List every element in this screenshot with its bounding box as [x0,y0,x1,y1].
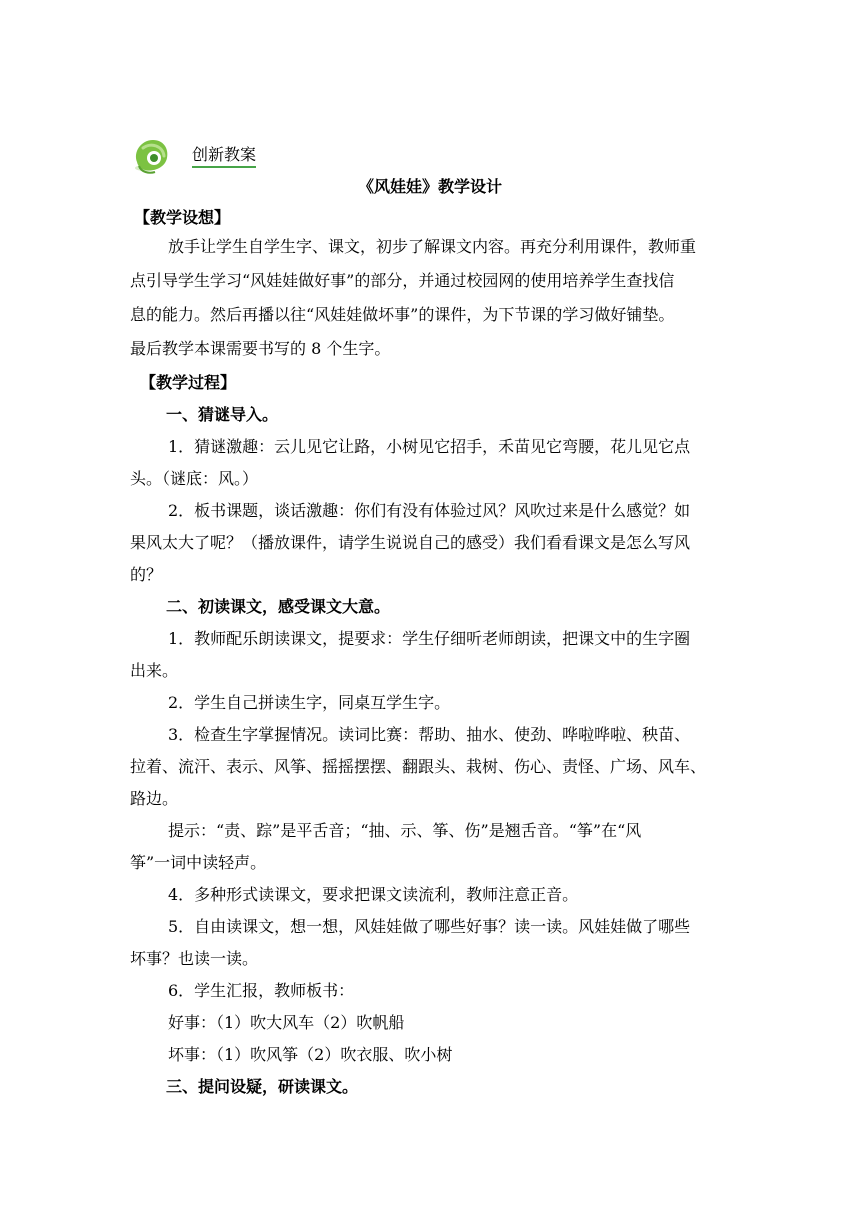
paragraph-line: 坏事？也读一读。 [130,949,259,968]
paragraph-line: 点引导学生学习“风娃娃做好事”的部分，并通过校园网的使用培养学生查找信 [130,271,675,290]
paragraph-line: 筝”一词中读轻声。 [130,853,267,872]
paragraph-line: 头。（谜底：风。） [130,469,259,488]
paragraph-line: 出来。 [130,661,179,680]
paragraph-line: 息的能力。然后再播以往“风娃娃做坏事”的课件，为下节课的学习做好铺垫。 [130,305,675,324]
logo [131,136,173,176]
paragraph-line: 6．学生汇报，教师板书： [168,981,355,1000]
paragraph-line: 1．猜谜激趣：云儿见它让路，小树见它招手，禾苗见它弯腰，花儿见它点 [168,437,691,456]
paragraph-line: 好事：（1）吹大风车（2）吹帆船 [168,1013,405,1032]
leaf-logo-icon [131,136,173,176]
subheading-first-reading: 二、初读课文，感受课文大意。 [166,597,391,616]
paragraph-line: 1．教师配乐朗读课文，提要求：学生仔细听老师朗读，把课文中的生字圈 [168,629,691,648]
paragraph-line: 最后教学本课需要书写的 8 个生字。 [130,339,391,358]
paragraph-line: 路边。 [130,789,179,808]
paragraph-line: 4．多种形式读课文，要求把课文读流利，教师注意正音。 [168,885,579,904]
paragraph-line: 3．检查生字掌握情况。读词比赛：帮助、抽水、使劲、哗啦哗啦、秧苗、 [168,725,691,744]
paragraph-line: 2．学生自己拼读生字，同桌互学生字。 [168,693,451,712]
paragraph-line: 放手让学生自学生字、课文，初步了解课文内容。再充分利用课件，教师重 [168,237,697,256]
paragraph-line: 5．自由读课文，想一想，风娃娃做了哪些好事？读一读。风娃娃做了哪些 [168,917,691,936]
paragraph-line: 果风太大了呢？（播放课件，请学生说说自己的感受）我们看看课文是怎么写风 [130,533,691,552]
paragraph-line: 拉着、流汗、表示、风筝、摇摇摆摆、翻跟头、栽树、伤心、责怪、广场、风车、 [130,757,707,776]
subheading-riddle-intro: 一、猜谜导入。 [166,405,279,424]
paragraph-line: 2．板书课题，谈话激趣：你们有没有体验过风？风吹过来是什么感觉？如 [168,501,691,520]
document-title: 《风娃娃》教学设计 [357,177,502,196]
paragraph-line: 的？ [130,565,163,584]
document-body [130,206,730,1108]
section-heading-process: 【教学过程】 [140,373,237,392]
subheading-questioning: 三、提问设疑，研读课文。 [166,1077,359,1096]
paragraph-line: 坏事：（1）吹风筝（2）吹衣服、吹小树 [168,1045,453,1064]
brand-label: 创新教案 [192,145,256,168]
paragraph-line: 提示：“责、踪”是平舌音；“抽、示、筝、伤”是翘舌音。“筝”在“风 [168,821,642,840]
section-heading-design-idea: 【教学设想】 [134,208,231,227]
